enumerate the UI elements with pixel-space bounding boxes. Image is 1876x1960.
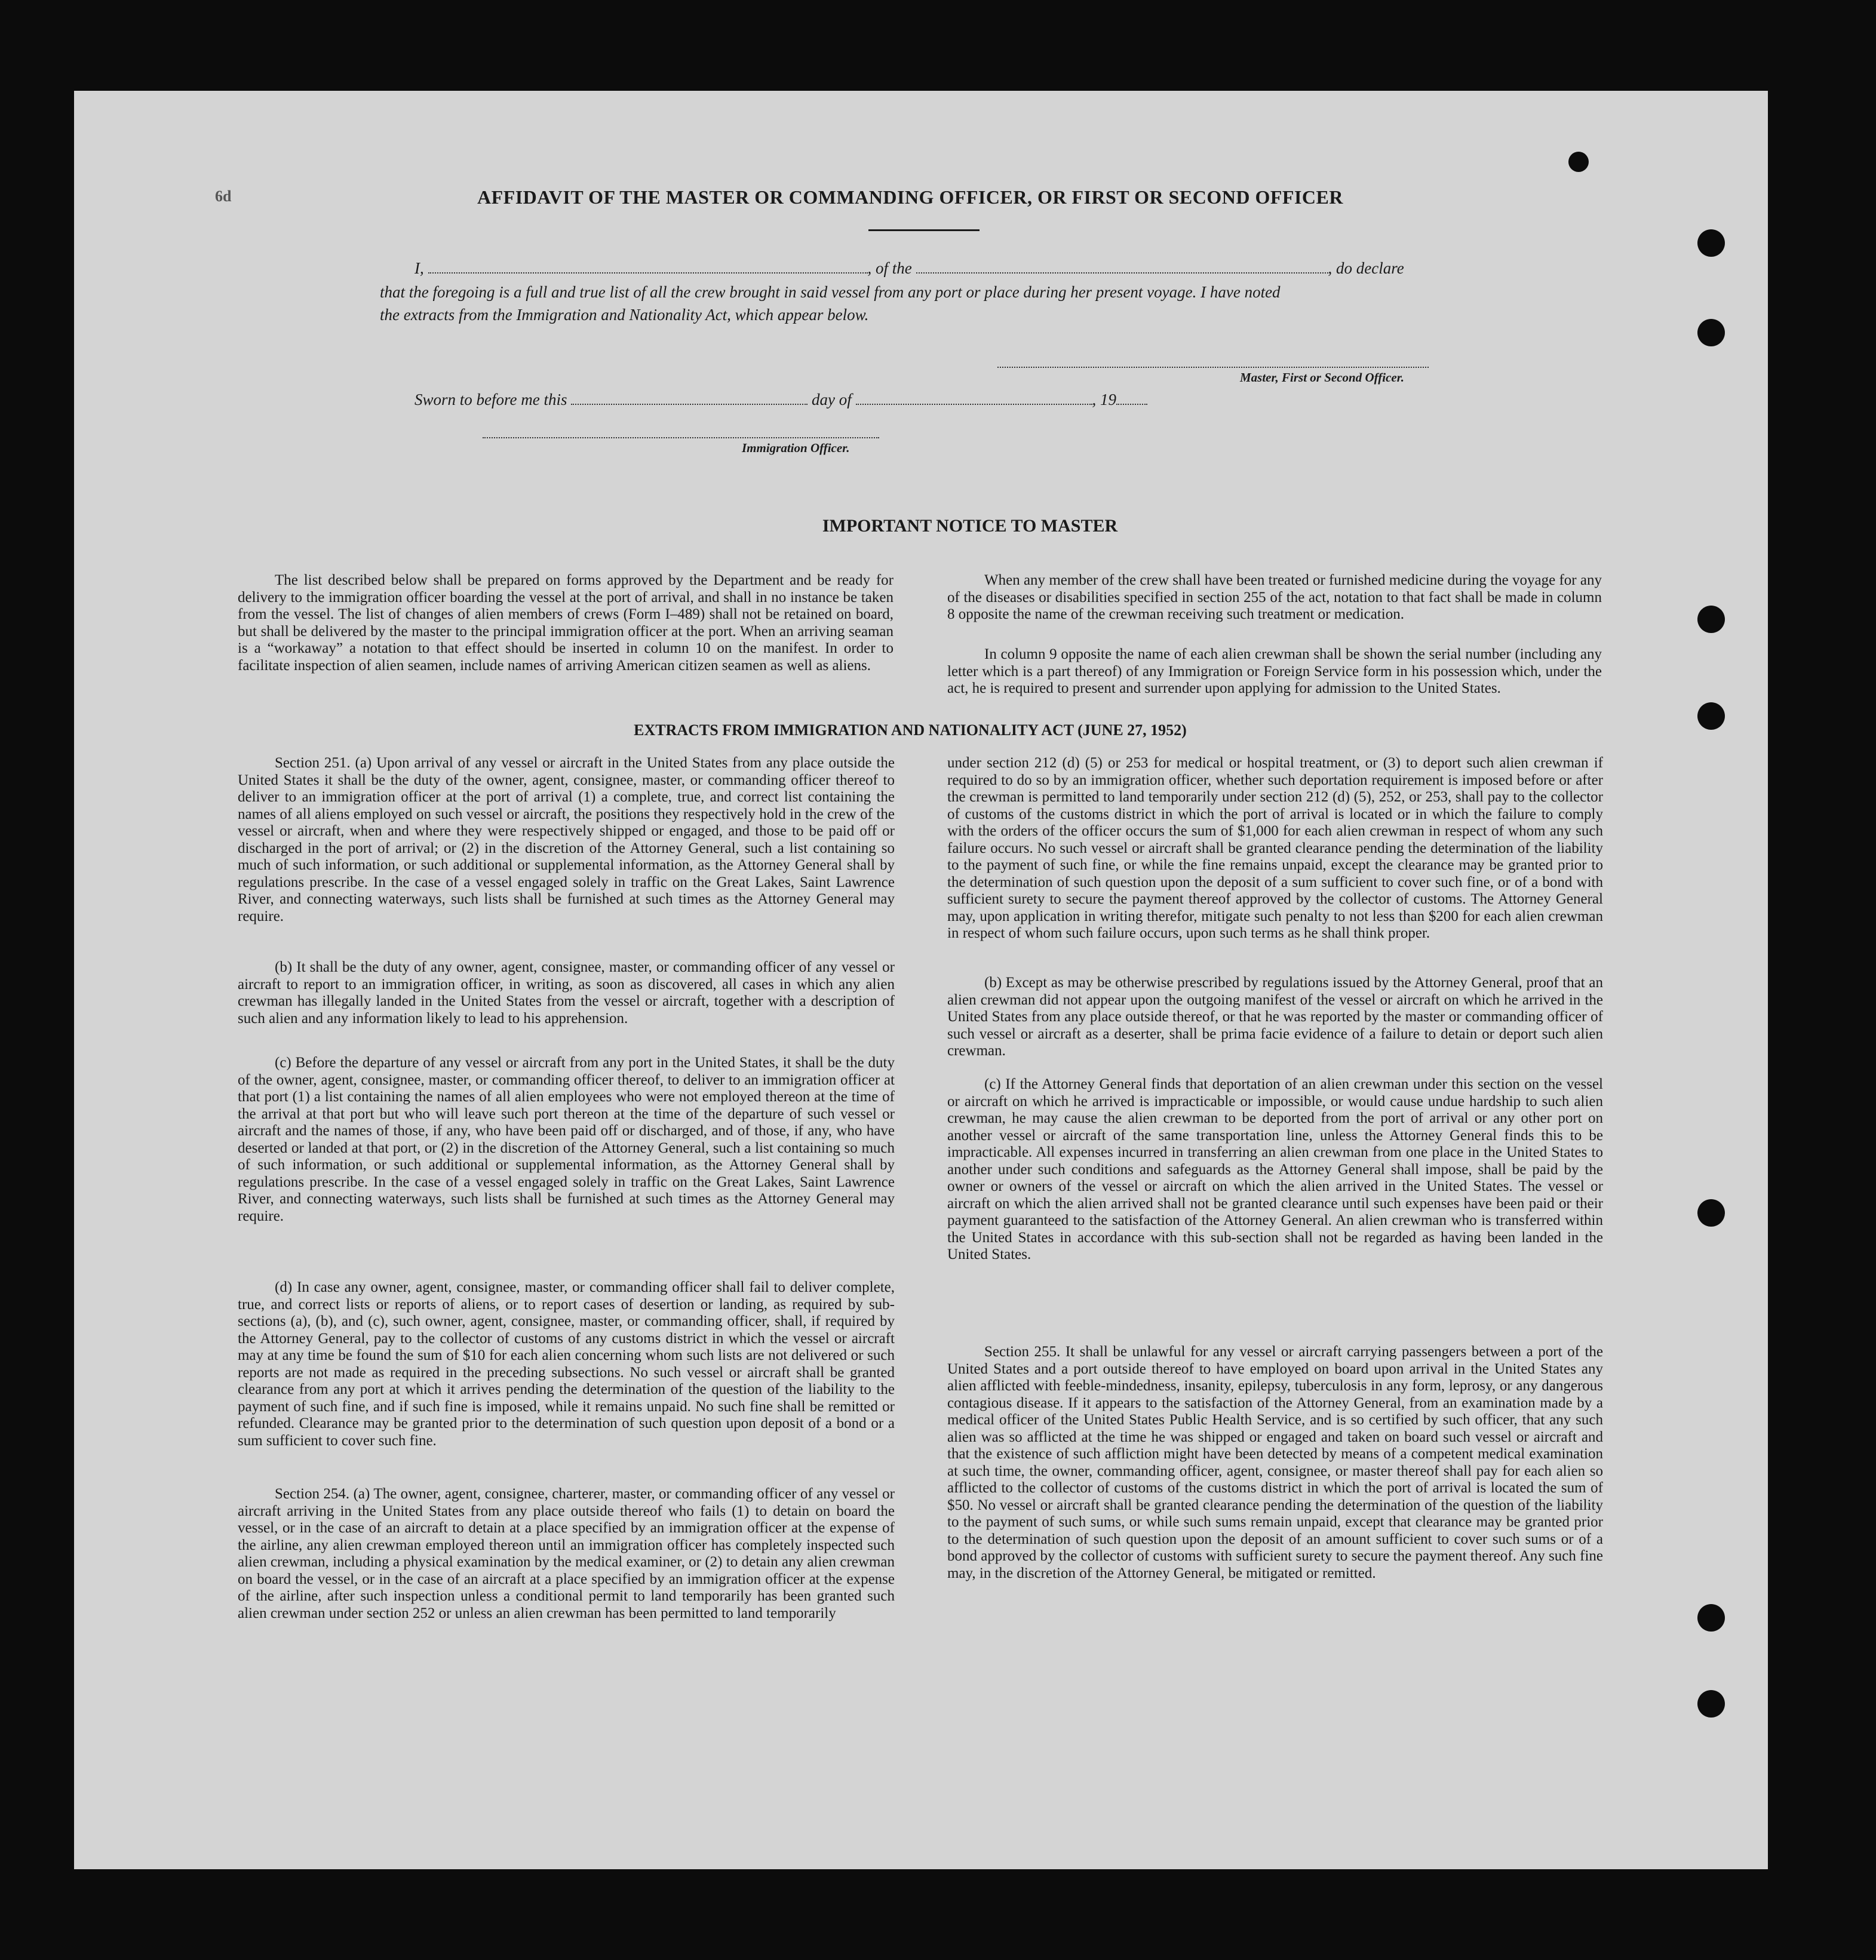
affidavit-line-3: the extracts from the Immigration and Nationality Act, which appear below.	[380, 306, 869, 324]
sworn-text: Sworn to before me this	[414, 391, 567, 408]
punch-hole	[1697, 319, 1725, 346]
notice-right-paragraph-1: When any member of the crew shall have been treated or furnished medicine during the voyage for any of the diseases or disabilities specified in section 255 of the act, notation to that fact shall be made in column 8 opposite the name of the crewman receiving such treatment or medication.	[947, 572, 1602, 622]
immigration-signature-line[interactable]	[483, 437, 879, 438]
immigration-caption: Immigration Officer.	[742, 441, 850, 455]
affidavit-of-the: , of the	[867, 259, 912, 277]
punch-hole	[1568, 152, 1589, 172]
punch-hole	[1697, 229, 1725, 257]
document-page	[74, 91, 1768, 1869]
year-text: , 19	[1092, 391, 1116, 408]
affidavit-line-1	[414, 259, 1549, 278]
affidavit-declare: , do declare	[1328, 259, 1404, 277]
sworn-line	[414, 391, 1310, 409]
master-signature-line[interactable]	[997, 367, 1429, 368]
punch-hole	[1697, 606, 1725, 633]
extract-right-section-254a-cont: under section 212 (d) (5) or 253 for medical or hospital treatment, or (3) to deport such alien crewman if required to do so by an immigration officer, whether such deportation requirement is imposed before or after the crewman is permitted to land temporarily under section 212 (d) (5), 252, or 253, shall pay to the collector of customs of the customs district in which the port of arrival is located or in which the failure to comply with the orders of the officer occurs the sum of $1,000 for each alien crewman in respect of whom any such failure occurs. No such vessel or aircraft shall be granted clearance pending the determination of the liability to the payment of such fine, or while the fine remains unpaid, except the clearance may be granted prior to the determination of such question upon the deposit of a sum sufficient to cover such fine, or of a bond with sufficient surety to secure the payment thereof approved by the collector of customs. The Attorney General may, upon application in writing therefor, mitigate such penalty to not less than $200 for each alien crewman in respect of whom such failure occurs, upon such terms as he shall think proper.	[947, 755, 1603, 941]
notice-right-paragraph-2: In column 9 opposite the name of each alien crewman shall be shown the serial number (including any letter which is a part thereof) of any Immigration or Foreign Service form in his possession which, under the act, he is required to present and surrender upon applying for admission to the United States.	[947, 646, 1602, 696]
punch-hole	[1697, 1604, 1725, 1632]
punch-hole	[1697, 1690, 1725, 1718]
notice-left-paragraph: The list described below shall be prepared on forms approved by the Department and be ready for delivery to the immigration officer boarding the vessel at the port of arrival, and shall in no instance be taken from the vessel. The list of changes of alien members of crews (Form I–489) shall not be retained on board, but shall be delivered by the master to the principal immigration officer at the port. When an arriving seaman is a “workaway” a notation to that effect should be inserted in column 10 on the manifest. In order to facilitate inspection of alien seamen, include names of arriving American citizen seamen as well as aliens.	[238, 572, 894, 674]
extracts-title: EXTRACTS FROM IMMIGRATION AND NATIONALITY ACT (JUNE 27, 1952)	[634, 721, 1187, 739]
extract-left-section-251d: (d) In case any owner, agent, consignee, master, or commanding officer shall fail to deliver complete, true, and correct lists or reports of aliens, or to report cases of desertion or landing, as required by sub-sections (a), (b), and (c), such owner, agent, consignee, master, or commanding officer, shall, if required by the Attorney General, pay to the collector of customs of any customs district in which the vessel or aircraft may at any time be found the sum of $10 for each alien concerning whom such lists are not delivered or such reports are not made as required in the preceding subsections. No such vessel or aircraft shall be granted clearance from any port at which it arrives pending the determination of the question of the liability to the payment of such fine, and if such fine is imposed, while it remains unpaid. No such fine shall be remitted or refunded. Clearance may be granted prior to the determination of such question upon deposit of a bond or a sum sufficient to cover such fine.	[238, 1279, 895, 1449]
extract-right-section-254b: (b) Except as may be otherwise prescribed by regulations issued by the Attorney General, proof that an alien crewman did not appear upon the outgoing manifest of the vessel or aircraft on which he arrived in the United States from any place outside thereof, or that he was reported by the master or commanding officer of such vessel or aircraft as a deserter, shall be prima facie evidence of a failure to detain or deport such alien crewman.	[947, 975, 1603, 1059]
margin-mark: 6d	[215, 188, 232, 205]
affidavit-title: AFFIDAVIT OF THE MASTER OR COMMANDING OFFICER, OR FIRST OR SECOND OFFICER	[477, 186, 1343, 208]
name-field[interactable]	[428, 260, 868, 274]
affidavit-i: I,	[414, 259, 424, 277]
sworn-year-field[interactable]	[1116, 392, 1147, 405]
sworn-day-field[interactable]	[571, 392, 807, 405]
extract-left-section-251b: (b) It shall be the duty of any owner, agent, consignee, master, or commanding officer of any vessel or aircraft to report to an immigration officer, in writing, as soon as discovered, all cases in which any alien crewman has illegally landed in the United States from the vessel or aircraft, together with a description of such alien and any information likely to lead to his apprehension.	[238, 959, 895, 1027]
punch-hole	[1697, 702, 1725, 730]
notice-title: IMPORTANT NOTICE TO MASTER	[822, 516, 1118, 536]
affidavit-line-2: that the foregoing is a full and true list of all the crew brought in said vessel from any port or place during her present voyage. I have noted	[380, 283, 1281, 301]
title-rule	[868, 229, 980, 231]
extract-right-section-254c: (c) If the Attorney General finds that deportation of an alien crewman under this section on the vessel or aircraft on which he arrived is impracticable or impossible, or would cause undue hardship to such alien crewman, he may cause the alien crewman to be deported from the port of arrival or any other port on another vessel or aircraft of the same transportation line, unless the Attorney General finds this to be impracticable. All expenses incurred in transferring an alien crewman from one place in the United States to another under such conditions and safeguards as the Attorney General shall impose, shall be paid by the owner or owners of the vessel or aircraft on which the alien arrived in the United States. The vessel or aircraft on which the alien arrived shall not be granted clearance until such expenses have been paid or their payment guaranteed to the satisfaction of the Attorney General. An alien crewman who is transferred within the United States in accordance with this sub-section shall not be regarded as having been landed in the United States.	[947, 1076, 1603, 1262]
sworn-month-field[interactable]	[856, 392, 1092, 405]
extract-right-section-255: Section 255. It shall be unlawful for any vessel or aircraft carrying passengers between a port of the United States and a port outside thereof to have employed on board upon arrival in the United States any alien afflicted with feeble-mindedness, insanity, epilepsy, tuberculosis in any form, leprosy, or any dangerous contagious disease. If it appears to the satisfaction of the Attorney General, from an examination made by a medical officer of the United States Public Health Service, and is so certified by such officer, that any such alien was so afflicted at the time he was shipped or engaged and taken on board such vessel or aircraft and that the existence of such affliction might have been detected by means of a competent medical examination at such time, the owner, commanding officer, agent, consignee, or master thereof shall pay for each alien so afflicted to the collector of customs of the customs district in which the port of arrival is located the sum of $50. No vessel or aircraft shall be granted clearance pending the determination of the question of the liability to the payment of such sums, or while such sums remain unpaid, except that clearance may be granted prior to the determination of such question upon the deposit of an amount sufficient to cover such sums or of a bond approved by the collector of customs with sufficient surety to secure the payment thereof. Any such fine may, in the discretion of the Attorney General, be mitigated or remitted.	[947, 1344, 1603, 1581]
extract-left-section-251a: Section 251. (a) Upon arrival of any vessel or aircraft in the United States from any place outside the United States it shall be the duty of the owner, agent, consignee, master, or commanding officer thereof to deliver to an immigration officer at the port of arrival (1) a complete, true, and correct list containing the names of all aliens employed on such vessel or aircraft, the positions they respectively hold in the crew of the vessel or aircraft, when and where they were respectively shipped or engaged, and those to be paid off or discharged in the port of arrival; or (2) in the discretion of the Attorney General, such a list containing so much of such information, or such additional or supplemental information, as the Attorney General shall by regulations prescribe. In the case of a vessel engaged solely in traffic on the Great Lakes, Saint Lawrence River, and connecting waterways, such lists shall be furnished at such times as the Attorney General may require.	[238, 755, 895, 924]
master-caption: Master, First or Second Officer.	[1240, 370, 1404, 385]
punch-hole	[1697, 1199, 1725, 1227]
extract-left-section-251c: (c) Before the departure of any vessel or aircraft from any port in the United States, it shall be the duty of the owner, agent, consignee, master, or commanding officer thereof, to deliver to an immigration officer at that port (1) a list containing the names of all alien employees who were not employed thereon at the time of the arrival at that port but who will leave such port thereon at the time of the departure of such vessel or aircraft and the names of those, if any, who have been paid off or discharged, and of those, if any, who have deserted or landed at that port, or (2) in the discretion of the Attorney General, such a list containing so much of such information, or such additional or supplemental information, as the Attorney General shall by regulations prescribe. In the case of a vessel engaged solely in traffic on the Great Lakes, Saint Lawrence River, and connecting waterways, such lists shall be furnished at such times as the Attorney General may require.	[238, 1055, 895, 1224]
vessel-field[interactable]	[916, 260, 1328, 274]
day-of-text: day of	[812, 391, 852, 408]
extract-left-section-254a: Section 254. (a) The owner, agent, consignee, charterer, master, or commanding officer of any vessel or aircraft arriving in the United States from any place outside thereof who fails (1) to detain on board the vessel, or in the case of an aircraft to detain at a place specified by an immigration officer at the expense of the airline, any alien crewman employed thereon until an immigration officer has completely inspected such alien crewman, including a physical examination by the medical examiner, or (2) to detain any alien crewman on board the vessel, or in the case of an aircraft at a place specified by an immigration officer at the expense of the airline, after such inspection unless a conditional permit to land temporarily has been granted such alien crewman under section 252 or unless an alien crewman has been permitted to land temporarily	[238, 1486, 895, 1621]
